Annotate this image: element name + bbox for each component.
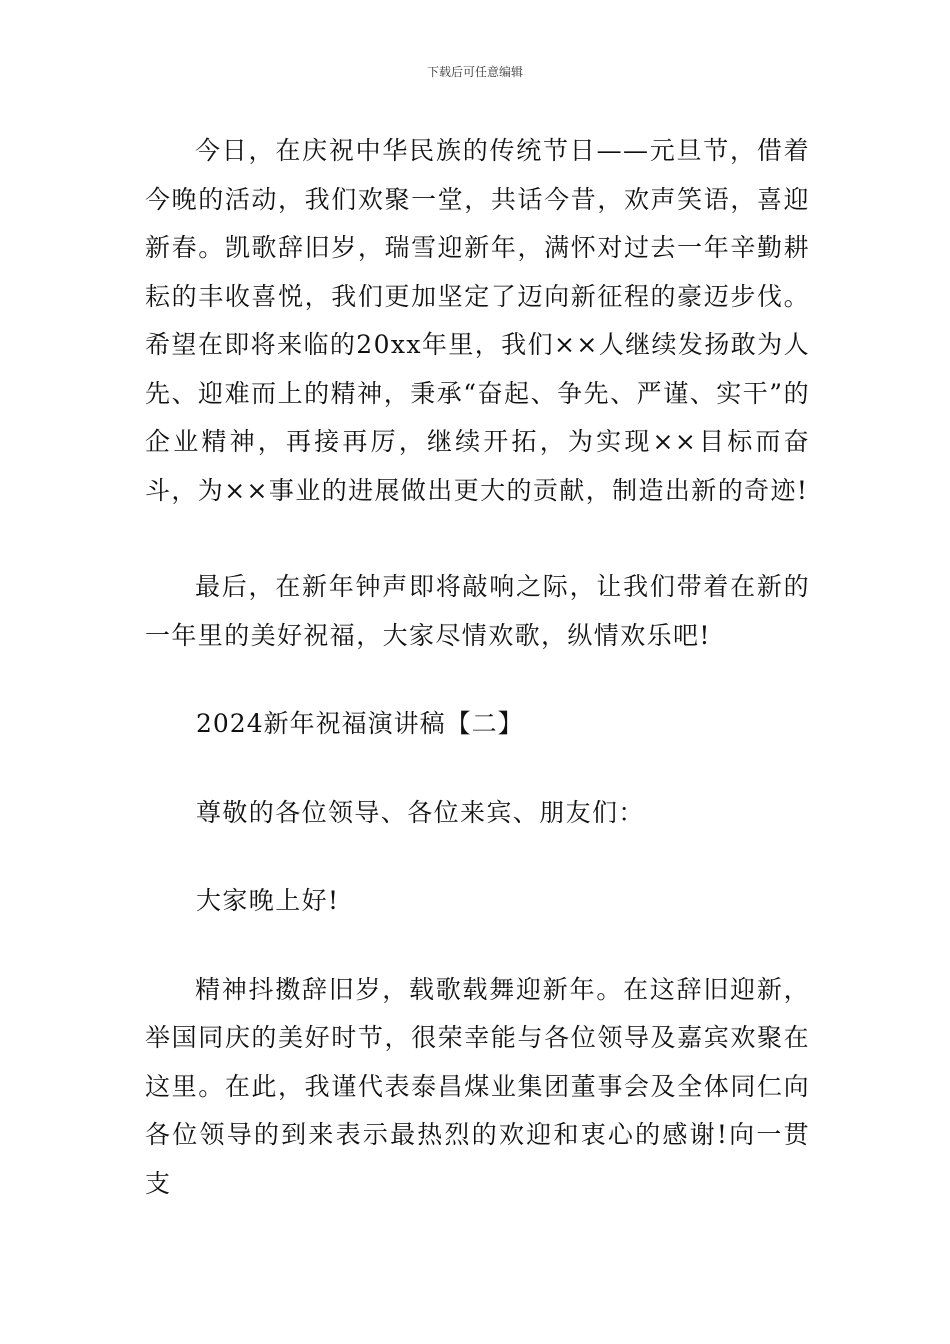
page-header-note: 下载后可任意编辑 xyxy=(426,65,523,79)
paragraph-speech-opening: 精神抖擞辞旧岁，载歌载舞迎新年。在这辞旧迎新，举国同庆的美好时节，很荣幸能与各位领导及嘉宾欢聚在这里。在此，我谨代表泰昌煤业集团董事会及全体同仁向各位领导的到来表示最热烈的欢迎和衷心的感谢!向一贯支 xyxy=(145,974,810,1198)
section-heading: 2024新年祝福演讲稿【二】 xyxy=(196,709,524,738)
greeting-line: 大家晚上好! xyxy=(196,886,340,915)
paragraph-closing-wishes: 最后，在新年钟声即将敲响之际，让我们带着在新的一年里的美好祝福，大家尽情欢歌，纵情欢乐吧! xyxy=(145,572,810,650)
paragraph-spacer xyxy=(145,515,810,563)
document-body xyxy=(145,127,810,1208)
salutation-line: 尊敬的各位领导、各位来宾、朋友们： xyxy=(196,797,645,827)
paragraph-spacer xyxy=(145,837,810,877)
paragraph-spacer xyxy=(145,926,810,966)
paragraph-new-year-wishes: 今日，在庆祝中华民族的传统节日——元旦节，借着今晚的活动，我们欢聚一堂，共话今昔，欢声笑语，喜迎新春。凯歌辞旧岁，瑞雪迎新年，满怀对过去一年辛勤耕耘的丰收喜悦，我们更加坚定了迈向新征程的豪迈步伐。希望在即将来临的20xx年里，我们××人继续发扬敢为人先、迎难而上的精神，秉承“奋起、争先、严谨、实干”的企业精神，再接再厉，继续开拓，为实现××目标而奋斗，为××事业的进展做出更大的贡献，制造出新的奇迹! xyxy=(145,136,810,505)
paragraph-spacer xyxy=(145,749,810,789)
paragraph-spacer xyxy=(145,660,810,700)
